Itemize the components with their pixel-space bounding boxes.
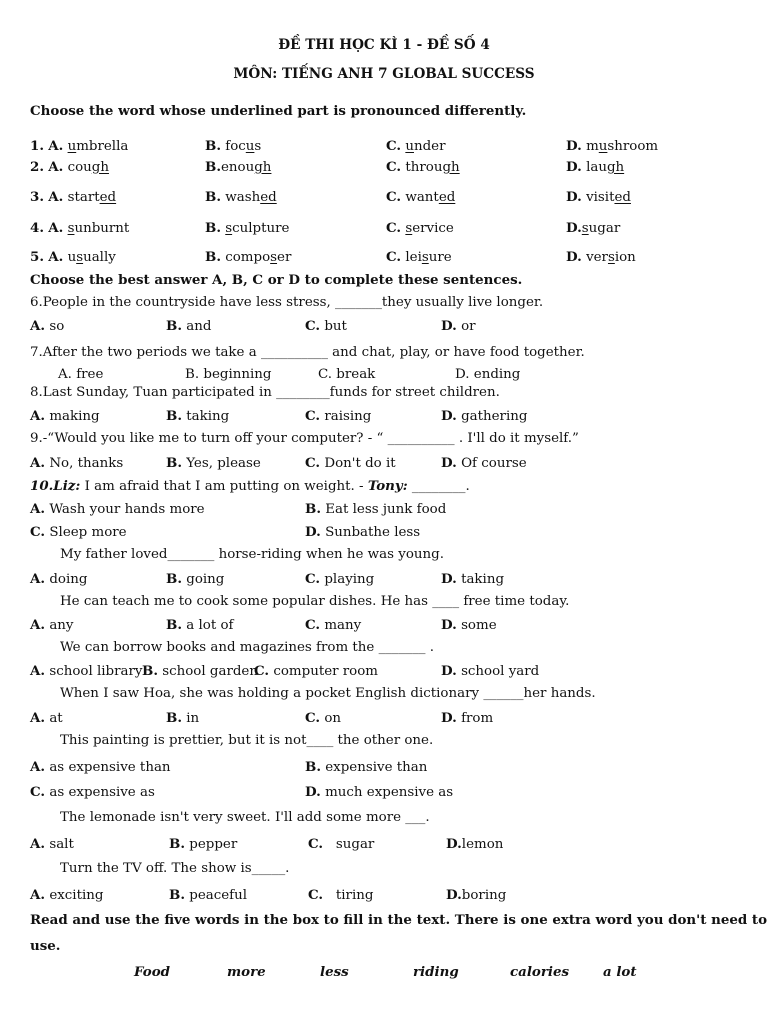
option-letter: A. <box>48 159 64 175</box>
underlined-part: u <box>598 139 608 154</box>
option-letter: C. <box>305 455 321 471</box>
option-text: break <box>336 367 376 382</box>
option-letter: D. <box>441 617 457 633</box>
option-letter: B. <box>205 220 221 236</box>
question-12: He can teach me to cook some popular dishes. He has ____ free time today. <box>60 594 570 609</box>
option-letter: C. <box>305 617 321 633</box>
q14-option-b <box>166 710 199 726</box>
pron-option-3-d <box>566 189 631 205</box>
speaker-liz: 10.Liz: <box>30 478 81 494</box>
q17-option-a <box>30 887 103 903</box>
q10-option-b <box>305 501 446 517</box>
option-text: at <box>49 711 63 726</box>
option-letter: B. <box>305 759 321 775</box>
option-letter: A. <box>30 408 46 424</box>
option-text: school library <box>49 664 143 679</box>
underlined-part: ed <box>438 190 456 205</box>
underlined-part: s <box>421 250 429 265</box>
q12-option-c <box>305 617 361 633</box>
option-letter: C. <box>305 571 321 587</box>
option-letter: B. <box>166 617 182 633</box>
question-14: When I saw Hoa, she was holding a pocket English dictionary ______her hands. <box>60 686 596 701</box>
option-text: peaceful <box>189 888 248 903</box>
underlined-part: s <box>405 221 413 236</box>
option-letter: A. <box>30 617 46 633</box>
exam-subject: MÔN: TIẾNG ANH 7 GLOBAL SUCCESS <box>233 66 535 82</box>
option-letter: B. <box>166 408 182 424</box>
question-10-text: I am afraid that I am putting on weight. - <box>80 479 368 494</box>
q16-option-c <box>308 836 374 852</box>
q9-option-a <box>30 455 123 471</box>
word-part: wash <box>225 190 261 205</box>
question-11: My father loved_______ horse-riding when he was young. <box>60 547 444 562</box>
word-box-item: a lot <box>603 964 637 980</box>
option-text: any <box>49 618 74 633</box>
underlined-part: ed <box>99 190 117 205</box>
word-part: unburnt <box>74 221 130 236</box>
option-letter: C. <box>386 220 402 236</box>
speaker-tony: Tony: <box>367 478 408 494</box>
q14-option-c <box>305 710 341 726</box>
underlined-part: s <box>76 250 84 265</box>
pron-option-5-d <box>566 249 636 265</box>
option-letter: D. <box>305 784 321 800</box>
option-text: making <box>49 409 100 424</box>
pron-option-3-b <box>205 189 277 205</box>
word-part: s <box>254 139 262 154</box>
option-letter: B. <box>205 249 221 265</box>
option-letter: B. <box>166 571 182 587</box>
question-number: 2. <box>30 159 44 175</box>
option-letter: D. <box>566 249 582 265</box>
option-letter: A. <box>48 249 64 265</box>
option-text: in <box>186 711 200 726</box>
pron-option-1-c <box>386 138 446 154</box>
option-letter: A. <box>48 220 64 236</box>
option-letter: A. <box>30 710 46 726</box>
q13-option-d <box>441 663 539 679</box>
q10-option-c <box>30 524 127 540</box>
question-7: 7.After the two periods we take a __________ and chat, play, or have food together. <box>30 345 585 360</box>
underlined-part: u <box>245 139 255 154</box>
option-letter: C. <box>30 524 46 540</box>
q13-option-c <box>254 663 378 679</box>
underlined-part: s <box>225 221 233 236</box>
option-text: much expensive as <box>325 785 454 800</box>
question-number: 1. <box>30 138 44 154</box>
option-letter: C. <box>305 710 321 726</box>
word-part: shroom <box>607 139 659 154</box>
q12-option-d <box>441 617 497 633</box>
q11-option-b <box>166 571 224 587</box>
option-letter: B. <box>166 455 182 471</box>
option-letter: C. <box>305 318 321 334</box>
option-letter: D. <box>441 408 457 424</box>
q17-option-d <box>446 887 506 903</box>
word-box-item: more <box>227 964 266 980</box>
underlined-part: u <box>67 139 77 154</box>
underlined-part: gh <box>254 160 272 175</box>
option-text: sugar <box>335 837 375 852</box>
word-part: enou <box>220 160 255 175</box>
option-letter: D. <box>566 189 582 205</box>
pron-option-2-a <box>30 159 109 175</box>
option-letter: A. <box>30 887 46 903</box>
option-text: some <box>461 618 497 633</box>
option-letter: B. <box>205 159 221 175</box>
underlined-part: gh <box>606 160 625 175</box>
pron-option-3-a <box>30 189 116 205</box>
question-8: 8.Last Sunday, Tuan participated in ________funds for street children. <box>30 385 500 400</box>
option-text: No, thanks <box>49 456 124 471</box>
pron-option-2-d <box>566 159 624 175</box>
word-box-item: riding <box>413 964 459 980</box>
q6-option-d <box>441 318 476 334</box>
q12-option-b <box>166 617 234 633</box>
option-letter: C. <box>386 249 402 265</box>
option-letter: C. <box>386 138 402 154</box>
underlined-part: u <box>405 139 414 154</box>
option-text: beginning <box>203 367 272 382</box>
q12-option-a <box>30 617 74 633</box>
pron-option-5-b <box>205 249 291 265</box>
underlined-part: s <box>67 221 75 236</box>
q10-option-d <box>305 524 420 540</box>
option-letter: D. <box>446 836 462 852</box>
underlined-part: ed <box>260 190 277 205</box>
word-part: throu <box>405 160 443 175</box>
option-letter: C. <box>386 159 402 175</box>
option-letter: D. <box>441 318 457 334</box>
pron-option-4-a <box>30 220 129 236</box>
q10-option-a <box>30 501 205 517</box>
option-text: raising <box>324 409 372 424</box>
question-10 <box>30 478 470 494</box>
option-text: Don't do it <box>324 456 396 471</box>
q11-option-c <box>305 571 374 587</box>
q16-option-b <box>169 836 237 852</box>
word-part: lau <box>586 160 607 175</box>
option-letter: D. <box>305 524 321 540</box>
q6-option-a <box>30 318 64 334</box>
q6-option-c <box>305 318 347 334</box>
option-text: salt <box>49 837 74 852</box>
option-letter: D. <box>441 663 457 679</box>
q14-option-d <box>441 710 493 726</box>
question-10-blank: ________. <box>407 479 470 494</box>
option-letter: B. <box>169 836 185 852</box>
option-text: Wash your hands more <box>49 502 205 517</box>
option-text: Eat less junk food <box>325 502 447 517</box>
option-text: school yard <box>461 664 540 679</box>
option-letter: C. <box>308 836 324 852</box>
pron-option-4-b <box>205 220 289 236</box>
option-text: playing <box>324 572 375 587</box>
option-letter: B. <box>166 318 182 334</box>
word-part: ion <box>614 250 636 265</box>
word-part: u <box>67 250 77 265</box>
word-part: er <box>277 250 292 265</box>
option-text: gathering <box>461 409 528 424</box>
question-15: This painting is prettier, but it is not____ the other one. <box>60 733 434 748</box>
option-letter: C. <box>318 367 333 382</box>
option-letter: A. <box>30 663 46 679</box>
q7-option-a <box>58 367 103 382</box>
option-text: on <box>324 711 342 726</box>
q13-option-a <box>30 663 142 679</box>
word-part: cou <box>67 160 92 175</box>
question-16: The lemonade isn't very sweet. I'll add some more ___. <box>60 810 430 825</box>
underlined-part: s <box>270 250 278 265</box>
option-letter: C. <box>254 663 270 679</box>
option-letter: D. <box>441 571 457 587</box>
pron-option-5-a <box>30 249 116 265</box>
option-text: tiring <box>335 888 374 903</box>
option-text: Sleep more <box>49 525 127 540</box>
option-letter: D. <box>446 887 462 903</box>
option-text: many <box>324 618 362 633</box>
underlined-part: s <box>607 250 615 265</box>
word-part: want <box>405 190 439 205</box>
option-letter: D. <box>566 220 582 236</box>
option-letter: B. <box>166 710 182 726</box>
option-text: boring <box>461 888 507 903</box>
word-part: lei <box>405 250 422 265</box>
word-part: compo <box>225 250 271 265</box>
q9-option-c <box>305 455 396 471</box>
option-letter: A. <box>30 836 46 852</box>
question-13: We can borrow books and magazines from the _______ . <box>60 640 434 655</box>
section3-instruction-line2: use. <box>30 938 61 954</box>
question-number: 5. <box>30 249 44 265</box>
q6-option-b <box>166 318 211 334</box>
option-letter: D. <box>566 159 582 175</box>
section3-instruction-line1: Read and use the five words in the box to fill in the text. There is one extra word you don't need to <box>30 912 767 928</box>
word-box-item: calories <box>510 964 570 980</box>
word-part: culpture <box>232 221 290 236</box>
option-text: as expensive as <box>49 785 155 800</box>
underlined-part: ed <box>614 190 631 205</box>
option-text: and <box>186 319 212 334</box>
word-part: ver <box>586 250 608 265</box>
option-letter: C. <box>305 408 321 424</box>
q7-option-c <box>318 367 375 382</box>
q15-option-b <box>305 759 427 775</box>
option-text: computer room <box>273 664 378 679</box>
option-letter: D. <box>566 138 582 154</box>
option-text: doing <box>49 572 88 587</box>
word-box-item: less <box>320 964 349 980</box>
option-text: or <box>461 319 476 334</box>
word-part: mbrella <box>76 139 129 154</box>
option-letter: C. <box>30 784 46 800</box>
option-text: but <box>324 319 347 334</box>
option-letter: A. <box>30 571 46 587</box>
word-part: ugar <box>588 221 621 236</box>
option-letter: D. <box>455 367 470 382</box>
option-text: taking <box>461 572 505 587</box>
option-text: exciting <box>49 888 104 903</box>
option-letter: A. <box>30 455 46 471</box>
q11-option-d <box>441 571 504 587</box>
option-text: as expensive than <box>49 760 171 775</box>
option-text: from <box>461 711 494 726</box>
question-number: 3. <box>30 189 44 205</box>
q14-option-a <box>30 710 63 726</box>
section2-instruction: Choose the best answer A, B, C or D to complete these sentences. <box>30 272 523 288</box>
q11-option-a <box>30 571 87 587</box>
option-text: Sunbathe less <box>325 525 421 540</box>
option-letter: A. <box>48 138 64 154</box>
option-letter: A. <box>30 318 46 334</box>
option-letter: B. <box>142 663 158 679</box>
pron-option-5-c <box>386 249 452 265</box>
question-6: 6.People in the countryside have less stress, _______they usually live longer. <box>30 295 544 310</box>
word-part: ually <box>83 250 116 265</box>
pron-option-3-c <box>386 189 455 205</box>
q8-option-c <box>305 408 371 424</box>
option-letter: D. <box>441 455 457 471</box>
pron-option-1-d <box>566 138 658 154</box>
pron-option-4-d <box>566 220 620 236</box>
option-text: free <box>76 367 104 382</box>
option-text: ending <box>473 367 521 382</box>
word-part: m <box>586 139 599 154</box>
question-9: 9.-“Would you like me to turn off your computer? - “ __________ . I'll do it myself.” <box>30 431 579 446</box>
q15-option-a <box>30 759 171 775</box>
q13-option-b <box>142 663 258 679</box>
option-letter: A. <box>30 501 46 517</box>
option-letter: A. <box>48 189 64 205</box>
option-letter: B. <box>185 367 200 382</box>
option-text: lemon <box>461 837 504 852</box>
q9-option-b <box>166 455 261 471</box>
option-letter: B. <box>205 138 221 154</box>
q8-option-b <box>166 408 229 424</box>
word-box-item: Food <box>134 964 170 980</box>
q7-option-b <box>185 367 271 382</box>
option-letter: A. <box>58 367 72 382</box>
q17-option-c <box>308 887 373 903</box>
word-part: ure <box>428 250 452 265</box>
section1-instruction: Choose the word whose underlined part is pronounced differently. <box>30 103 527 119</box>
pron-option-2-b <box>205 159 271 175</box>
option-text: a lot of <box>186 618 234 633</box>
underlined-part: gh <box>91 160 109 175</box>
word-part: ervice <box>412 221 454 236</box>
option-text: going <box>186 572 225 587</box>
question-number: 4. <box>30 220 44 236</box>
option-letter: C. <box>308 887 324 903</box>
q17-option-b <box>169 887 247 903</box>
word-part: visit <box>586 190 615 205</box>
option-text: school garden <box>162 664 258 679</box>
question-17: Turn the TV off. The show is_____. <box>60 861 290 876</box>
pron-option-1-b <box>205 138 261 154</box>
word-part: start <box>67 190 100 205</box>
option-text: pepper <box>189 837 238 852</box>
option-text: so <box>49 319 65 334</box>
option-letter: D. <box>441 710 457 726</box>
q15-option-c <box>30 784 155 800</box>
option-text: Of course <box>461 456 527 471</box>
word-part: foc <box>225 139 246 154</box>
q16-option-a <box>30 836 74 852</box>
q8-option-a <box>30 408 100 424</box>
q7-option-d <box>455 367 520 382</box>
word-part: nder <box>413 139 446 154</box>
option-letter: A. <box>30 759 46 775</box>
pron-option-2-c <box>386 159 460 175</box>
option-letter: B. <box>169 887 185 903</box>
underlined-part: gh <box>442 160 460 175</box>
exam-title: ĐỀ THI HỌC KÌ 1 - ĐỀ SỐ 4 <box>278 37 490 53</box>
option-letter: B. <box>205 189 221 205</box>
underlined-part: s <box>581 221 589 236</box>
q8-option-d <box>441 408 527 424</box>
option-text: taking <box>186 409 230 424</box>
option-letter: C. <box>386 189 402 205</box>
q16-option-d <box>446 836 503 852</box>
pron-option-1-a <box>30 138 128 154</box>
pron-option-4-c <box>386 220 454 236</box>
option-letter: B. <box>305 501 321 517</box>
option-text: expensive than <box>325 760 428 775</box>
option-text: Yes, please <box>186 456 261 471</box>
q9-option-d <box>441 455 527 471</box>
q15-option-d <box>305 784 453 800</box>
